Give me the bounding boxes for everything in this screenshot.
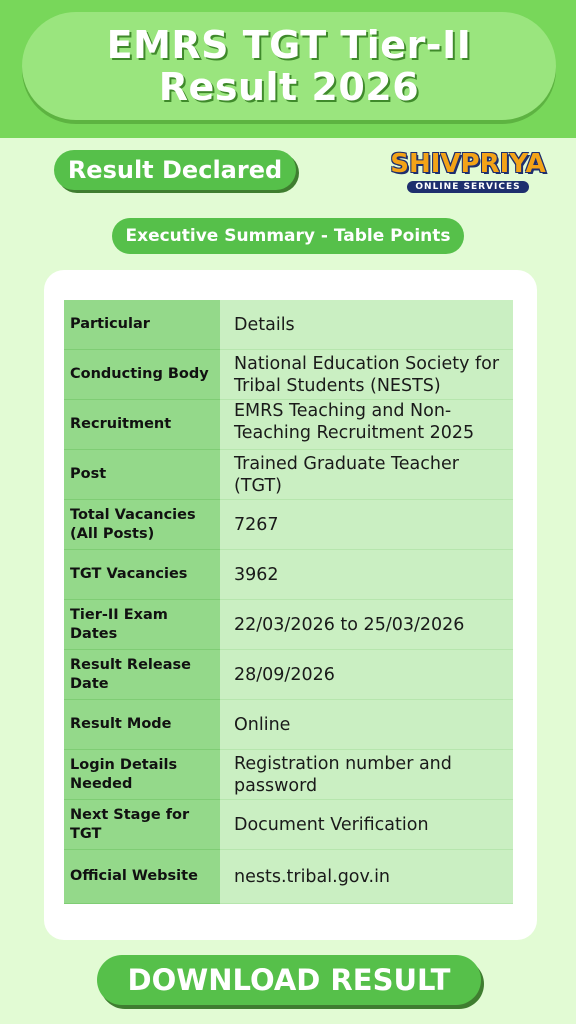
table-row xyxy=(64,450,513,500)
row-value: 22/03/2026 to 25/03/2026 xyxy=(220,600,513,650)
row-label: Login Details Needed xyxy=(64,750,220,800)
row-label: Official Website xyxy=(64,850,220,904)
row-value: Trained Graduate Teacher (TGT) xyxy=(220,450,513,500)
table-row xyxy=(64,500,513,550)
table-row xyxy=(64,750,513,800)
summary-table xyxy=(64,300,513,904)
row-value: Details xyxy=(220,300,513,350)
shivpriya-logo xyxy=(384,148,552,198)
table-row xyxy=(64,700,513,750)
table-row xyxy=(64,800,513,850)
table-row xyxy=(64,550,513,600)
section-label: Executive Summary - Table Points xyxy=(112,218,464,254)
table-row xyxy=(64,300,513,350)
page-title-line-2: Result 2026 xyxy=(158,65,420,109)
row-label: TGT Vacancies xyxy=(64,550,220,600)
row-value: 3962 xyxy=(220,550,513,600)
row-label: Recruitment xyxy=(64,400,220,450)
row-value: EMRS Teaching and Non-Teaching Recruitment 2025 xyxy=(220,400,513,450)
row-label: Post xyxy=(64,450,220,500)
row-label: Result Mode xyxy=(64,700,220,750)
row-value: National Education Society for Tribal Students (NESTS) xyxy=(220,350,513,400)
row-label: Total Vacancies (All Posts) xyxy=(64,500,220,550)
logo-tagline: ONLINE SERVICES xyxy=(407,181,528,193)
table-row xyxy=(64,650,513,700)
row-value: Online xyxy=(220,700,513,750)
table-row xyxy=(64,850,513,904)
row-value: Registration number and password xyxy=(220,750,513,800)
row-label: Next Stage for TGT xyxy=(64,800,220,850)
row-value: 7267 xyxy=(220,500,513,550)
row-value: 28/09/2026 xyxy=(220,650,513,700)
title-banner xyxy=(22,12,556,120)
status-badge: Result Declared xyxy=(54,150,296,190)
page-title-line-1: EMRS TGT Tier-II xyxy=(106,23,472,67)
row-label: Particular xyxy=(64,300,220,350)
download-result-button[interactable]: DOWNLOAD RESULT xyxy=(97,955,481,1005)
logo-wordmark: SHIVPRIYA xyxy=(390,149,546,179)
table-row xyxy=(64,600,513,650)
row-label: Conducting Body xyxy=(64,350,220,400)
row-label: Tier-II Exam Dates xyxy=(64,600,220,650)
table-row xyxy=(64,400,513,450)
header-band xyxy=(0,0,576,138)
row-value: Document Verification xyxy=(220,800,513,850)
table-row xyxy=(64,350,513,400)
row-value: nests.tribal.gov.in xyxy=(220,850,513,904)
row-label: Result Release Date xyxy=(64,650,220,700)
